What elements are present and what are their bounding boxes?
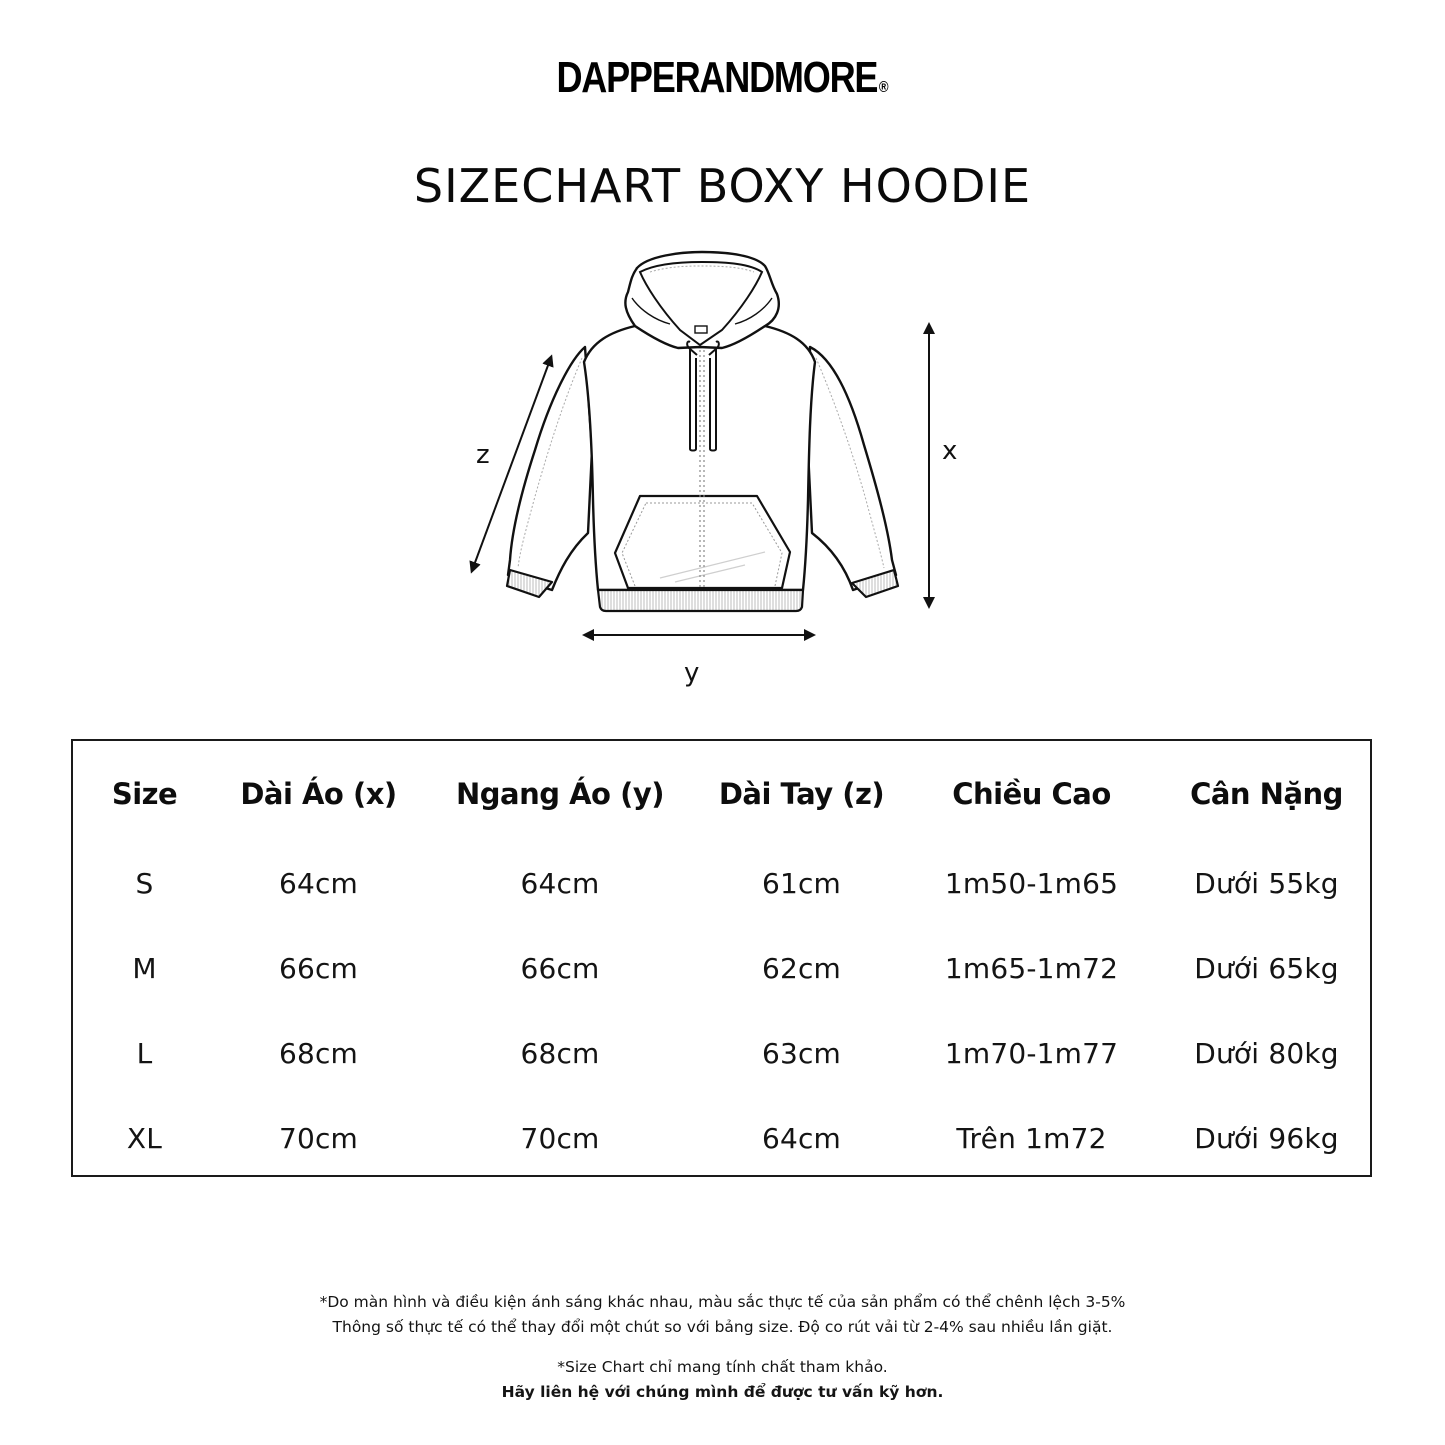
header-length: Dài Áo (x) bbox=[240, 777, 397, 811]
note-shrinkage: Thông số thực tế có thể thay đổi một chút so với bảng size. Độ co rút vải từ 2-4% sau nhiều lần giặt. bbox=[332, 1318, 1113, 1336]
table-row bbox=[73, 1096, 1374, 1181]
left-sleeve bbox=[507, 347, 592, 597]
cell-weight: Dưới 55kg bbox=[1194, 867, 1339, 900]
table-row bbox=[73, 926, 1374, 1011]
cell-height: Trên 1m72 bbox=[956, 1122, 1107, 1155]
z-label: z bbox=[476, 440, 490, 470]
note-reference-only: *Size Chart chỉ mang tính chất tham khảo. bbox=[557, 1358, 888, 1376]
hoodie-illustration bbox=[460, 250, 980, 690]
cell-sleeve: 61cm bbox=[761, 867, 842, 900]
cell-width: 70cm bbox=[520, 1122, 600, 1155]
table-row bbox=[73, 841, 1374, 926]
note-contact: Hãy liên hệ với chúng mình để được tư vấn kỹ hơn. bbox=[501, 1383, 944, 1401]
cell-width: 64cm bbox=[520, 867, 600, 900]
registered-mark: ® bbox=[878, 79, 889, 96]
cell-height: 1m50-1m65 bbox=[944, 867, 1119, 900]
hoodie-measurement-diagram bbox=[460, 250, 980, 690]
brand-logo bbox=[130, 52, 1315, 114]
table-row bbox=[73, 1011, 1374, 1096]
header-sleeve: Dài Tay (z) bbox=[718, 777, 885, 811]
cell-size: S bbox=[135, 867, 154, 900]
cell-sleeve: 62cm bbox=[761, 952, 842, 985]
cell-weight: Dưới 65kg bbox=[1194, 952, 1339, 985]
cell-weight: Dưới 80kg bbox=[1194, 1037, 1339, 1070]
x-label: x bbox=[942, 436, 958, 466]
cell-length: 64cm bbox=[278, 867, 359, 900]
size-table bbox=[73, 741, 1374, 1181]
cell-width: 66cm bbox=[520, 952, 600, 985]
cell-length: 66cm bbox=[278, 952, 359, 985]
page-title: SIZECHART BOXY HOODIE bbox=[413, 159, 1032, 213]
spacer bbox=[0, 1340, 1445, 1355]
brand-name: DAPPERANDMORE bbox=[556, 53, 878, 102]
size-table-frame bbox=[71, 739, 1372, 1177]
footnotes bbox=[0, 1290, 1445, 1405]
cell-size: XL bbox=[126, 1122, 163, 1155]
header-width: Ngang Áo (y) bbox=[456, 777, 664, 811]
cell-size: M bbox=[132, 952, 157, 985]
right-sleeve bbox=[808, 347, 898, 597]
hoodie-body bbox=[584, 326, 815, 611]
cell-size: L bbox=[136, 1037, 153, 1070]
header-size: Size bbox=[111, 777, 178, 811]
cell-width: 68cm bbox=[520, 1037, 600, 1070]
cell-height: 1m65-1m72 bbox=[944, 952, 1119, 985]
cell-length: 68cm bbox=[278, 1037, 359, 1070]
cell-length: 70cm bbox=[278, 1122, 359, 1155]
cell-weight: Dưới 96kg bbox=[1194, 1122, 1339, 1155]
note-color-variance: *Do màn hình và điều kiện ánh sáng khác nhau, màu sắc thực tế của sản phẩm có thể chênh lệch 3-5% bbox=[319, 1293, 1126, 1311]
cell-sleeve: 64cm bbox=[761, 1122, 842, 1155]
cell-height: 1m70-1m77 bbox=[944, 1037, 1119, 1070]
header-weight: Cân Nặng bbox=[1190, 777, 1343, 811]
y-label: y bbox=[684, 658, 700, 688]
table-header-row bbox=[73, 741, 1374, 841]
header-height: Chiều Cao bbox=[952, 777, 1111, 811]
cell-sleeve: 63cm bbox=[761, 1037, 842, 1070]
